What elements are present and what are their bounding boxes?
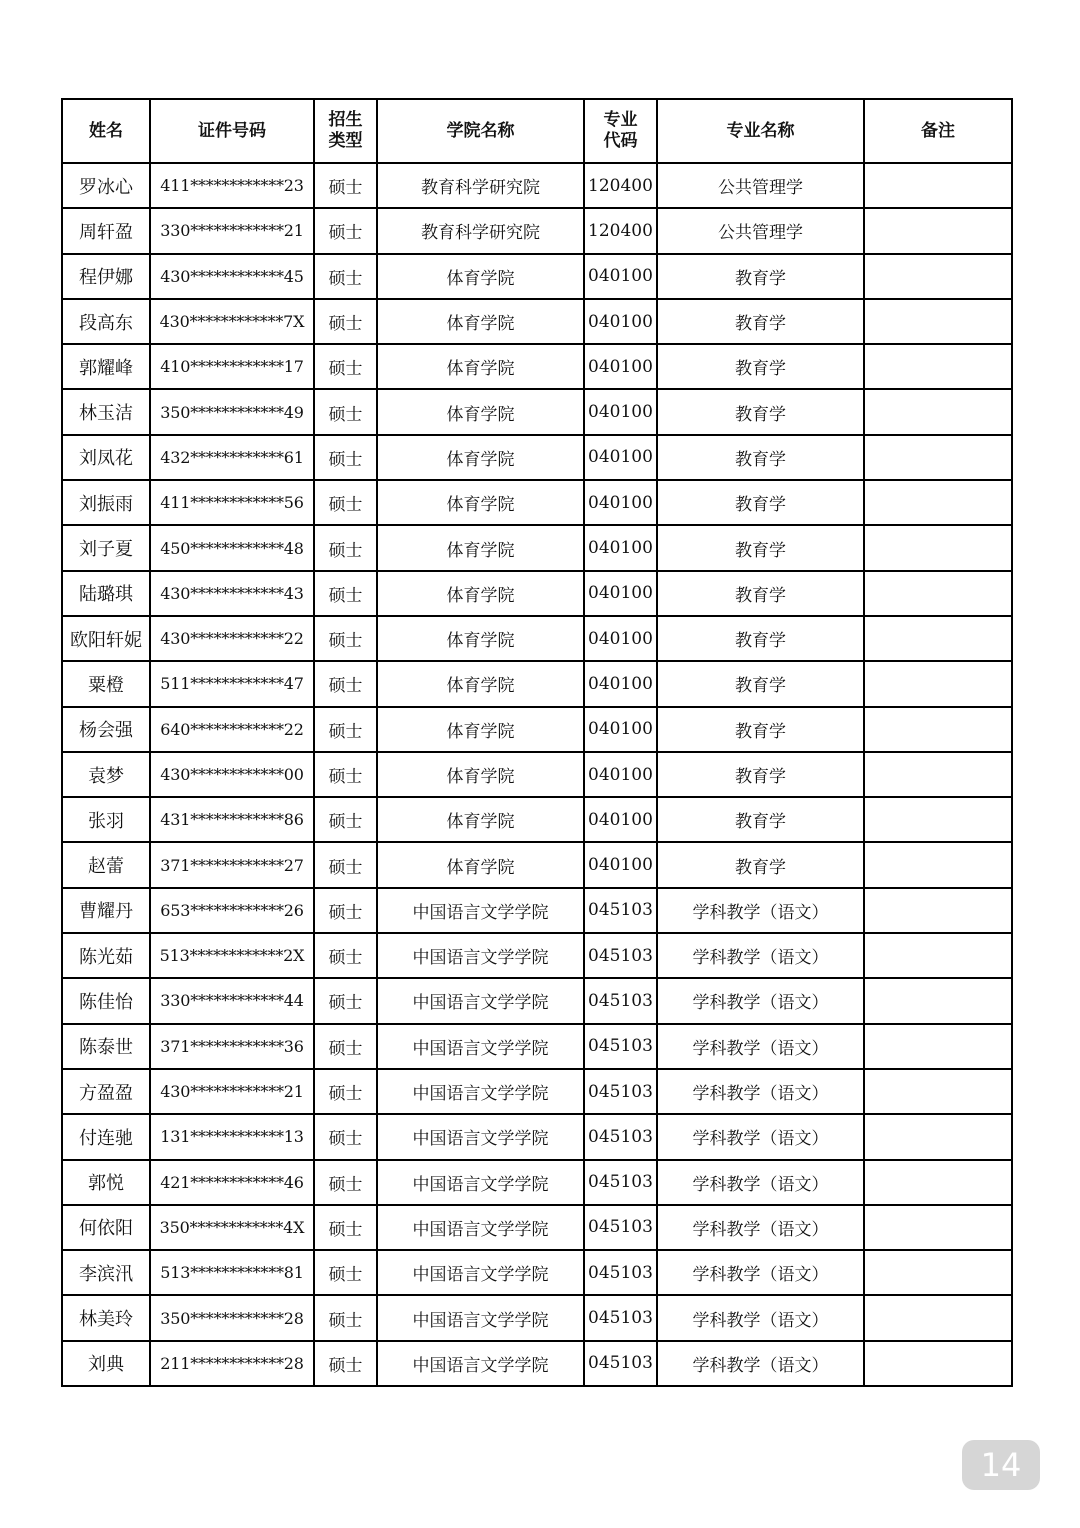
cell-name: 张羽 <box>62 797 150 842</box>
cell-id-number: 513************81 <box>150 1250 314 1295</box>
cell-major-code: 045103 <box>584 978 657 1023</box>
cell-enroll-type: 硕士 <box>314 661 377 706</box>
cell-remarks <box>864 299 1012 344</box>
table-row <box>62 616 1012 661</box>
cell-college: 中国语言文学学院 <box>377 1114 584 1159</box>
cell-major-code: 040100 <box>584 797 657 842</box>
cell-remarks <box>864 707 1012 752</box>
cell-remarks <box>864 1024 1012 1069</box>
cell-major-name: 学科教学（语文） <box>657 1205 864 1250</box>
cell-college: 体育学院 <box>377 707 584 752</box>
cell-college: 体育学院 <box>377 571 584 616</box>
cell-major-name: 学科教学（语文） <box>657 1069 864 1114</box>
table-row <box>62 571 1012 616</box>
table-row <box>62 344 1012 389</box>
cell-enroll-type: 硕士 <box>314 254 377 299</box>
cell-enroll-type: 硕士 <box>314 1160 377 1205</box>
table-row <box>62 933 1012 978</box>
cell-college: 中国语言文学学院 <box>377 1069 584 1114</box>
cell-remarks <box>864 616 1012 661</box>
cell-name: 陈佳怡 <box>62 978 150 1023</box>
table-row <box>62 525 1012 570</box>
table-row <box>62 978 1012 1023</box>
cell-remarks <box>864 480 1012 525</box>
table-row <box>62 208 1012 253</box>
cell-college: 中国语言文学学院 <box>377 1295 584 1340</box>
cell-major-name: 公共管理学 <box>657 163 864 208</box>
cell-remarks <box>864 933 1012 978</box>
cell-college: 教育科学研究院 <box>377 163 584 208</box>
table-row <box>62 707 1012 752</box>
cell-major-code: 040100 <box>584 525 657 570</box>
cell-id-number: 350************28 <box>150 1295 314 1340</box>
cell-college: 中国语言文学学院 <box>377 1024 584 1069</box>
cell-enroll-type: 硕士 <box>314 1250 377 1295</box>
cell-remarks <box>864 208 1012 253</box>
cell-college: 中国语言文学学院 <box>377 1160 584 1205</box>
header-enroll-type-line1: 招生 <box>328 110 363 130</box>
cell-major-code: 040100 <box>584 344 657 389</box>
cell-major-code: 040100 <box>584 435 657 480</box>
cell-major-code: 040100 <box>584 661 657 706</box>
cell-major-code: 045103 <box>584 1250 657 1295</box>
cell-name: 刘典 <box>62 1341 150 1386</box>
cell-major-name: 教育学 <box>657 707 864 752</box>
header-remarks: 备注 <box>864 99 1012 163</box>
header-major-code-line1: 专业 <box>603 110 638 130</box>
cell-id-number: 430************22 <box>150 616 314 661</box>
cell-major-code: 040100 <box>584 752 657 797</box>
cell-enroll-type: 硕士 <box>314 1205 377 1250</box>
cell-enroll-type: 硕士 <box>314 1114 377 1159</box>
cell-remarks <box>864 797 1012 842</box>
cell-remarks <box>864 1114 1012 1159</box>
cell-major-code: 045103 <box>584 888 657 933</box>
cell-id-number: 653************26 <box>150 888 314 933</box>
cell-enroll-type: 硕士 <box>314 344 377 389</box>
cell-enroll-type: 硕士 <box>314 1341 377 1386</box>
cell-major-name: 教育学 <box>657 435 864 480</box>
cell-remarks <box>864 344 1012 389</box>
cell-name: 付连驰 <box>62 1114 150 1159</box>
cell-remarks <box>864 571 1012 616</box>
cell-remarks <box>864 842 1012 887</box>
cell-major-name: 教育学 <box>657 616 864 661</box>
cell-major-code: 045103 <box>584 1069 657 1114</box>
cell-major-name: 教育学 <box>657 571 864 616</box>
cell-college: 体育学院 <box>377 752 584 797</box>
cell-name: 郭耀峰 <box>62 344 150 389</box>
cell-id-number: 350************49 <box>150 389 314 434</box>
cell-id-number: 411************23 <box>150 163 314 208</box>
cell-college: 体育学院 <box>377 299 584 344</box>
table-row <box>62 1069 1012 1114</box>
cell-enroll-type: 硕士 <box>314 797 377 842</box>
cell-major-code: 040100 <box>584 842 657 887</box>
cell-id-number: 421************46 <box>150 1160 314 1205</box>
table-row <box>62 797 1012 842</box>
cell-major-name: 学科教学（语文） <box>657 978 864 1023</box>
cell-enroll-type: 硕士 <box>314 163 377 208</box>
cell-id-number: 513************2X <box>150 933 314 978</box>
header-enroll-type <box>314 99 377 163</box>
cell-major-code: 040100 <box>584 571 657 616</box>
cell-enroll-type: 硕士 <box>314 933 377 978</box>
page-number-badge: 14 <box>962 1440 1040 1490</box>
cell-major-name: 学科教学（语文） <box>657 1024 864 1069</box>
table-row <box>62 480 1012 525</box>
cell-id-number: 430************7X <box>150 299 314 344</box>
table-row <box>62 1160 1012 1205</box>
cell-remarks <box>864 661 1012 706</box>
cell-enroll-type: 硕士 <box>314 299 377 344</box>
table-row <box>62 1114 1012 1159</box>
cell-enroll-type: 硕士 <box>314 480 377 525</box>
admission-list-sheet <box>61 98 1011 1387</box>
cell-id-number: 371************36 <box>150 1024 314 1069</box>
cell-remarks <box>864 525 1012 570</box>
cell-remarks <box>864 888 1012 933</box>
cell-id-number: 430************00 <box>150 752 314 797</box>
cell-college: 体育学院 <box>377 616 584 661</box>
cell-major-code: 040100 <box>584 254 657 299</box>
cell-name: 刘凤花 <box>62 435 150 480</box>
cell-college: 中国语言文学学院 <box>377 1205 584 1250</box>
table-row <box>62 752 1012 797</box>
table-row <box>62 888 1012 933</box>
cell-college: 教育科学研究院 <box>377 208 584 253</box>
cell-name: 段高东 <box>62 299 150 344</box>
cell-major-code: 045103 <box>584 1114 657 1159</box>
cell-college: 中国语言文学学院 <box>377 1341 584 1386</box>
cell-college: 中国语言文学学院 <box>377 888 584 933</box>
cell-major-name: 教育学 <box>657 661 864 706</box>
table-row <box>62 1250 1012 1295</box>
cell-enroll-type: 硕士 <box>314 707 377 752</box>
table-row <box>62 1295 1012 1340</box>
table-row <box>62 661 1012 706</box>
cell-id-number: 211************28 <box>150 1341 314 1386</box>
cell-id-number: 430************21 <box>150 1069 314 1114</box>
cell-remarks <box>864 163 1012 208</box>
header-major-name: 专业名称 <box>657 99 864 163</box>
cell-enroll-type: 硕士 <box>314 1295 377 1340</box>
table-body <box>62 163 1012 1386</box>
cell-major-code: 045103 <box>584 1024 657 1069</box>
table-row <box>62 1024 1012 1069</box>
cell-major-code: 045103 <box>584 933 657 978</box>
cell-name: 林美玲 <box>62 1295 150 1340</box>
cell-college: 体育学院 <box>377 842 584 887</box>
cell-college: 体育学院 <box>377 480 584 525</box>
cell-college: 中国语言文学学院 <box>377 978 584 1023</box>
cell-name: 陈泰世 <box>62 1024 150 1069</box>
cell-major-code: 040100 <box>584 707 657 752</box>
cell-remarks <box>864 1160 1012 1205</box>
cell-enroll-type: 硕士 <box>314 208 377 253</box>
header-major-code-line2: 代码 <box>603 131 638 151</box>
cell-college: 体育学院 <box>377 435 584 480</box>
cell-id-number: 450************48 <box>150 525 314 570</box>
cell-remarks <box>864 254 1012 299</box>
cell-remarks <box>864 1205 1012 1250</box>
cell-name: 方盈盈 <box>62 1069 150 1114</box>
cell-major-code: 040100 <box>584 389 657 434</box>
cell-major-name: 学科教学（语文） <box>657 1250 864 1295</box>
cell-name: 赵蕾 <box>62 842 150 887</box>
cell-major-code: 045103 <box>584 1341 657 1386</box>
cell-name: 陆璐琪 <box>62 571 150 616</box>
header-enroll-type-line2: 类型 <box>328 131 363 151</box>
table-header-row <box>62 99 1012 163</box>
cell-remarks <box>864 752 1012 797</box>
cell-name: 陈光茹 <box>62 933 150 978</box>
cell-major-name: 学科教学（语文） <box>657 1160 864 1205</box>
cell-name: 杨会强 <box>62 707 150 752</box>
header-id-number: 证件号码 <box>150 99 314 163</box>
cell-remarks <box>864 1341 1012 1386</box>
cell-name: 罗冰心 <box>62 163 150 208</box>
cell-major-name: 教育学 <box>657 842 864 887</box>
header-name: 姓名 <box>62 99 150 163</box>
cell-college: 体育学院 <box>377 344 584 389</box>
cell-enroll-type: 硕士 <box>314 978 377 1023</box>
cell-enroll-type: 硕士 <box>314 525 377 570</box>
cell-major-name: 学科教学（语文） <box>657 1295 864 1340</box>
cell-name: 李滨汛 <box>62 1250 150 1295</box>
cell-remarks <box>864 1295 1012 1340</box>
cell-enroll-type: 硕士 <box>314 1069 377 1114</box>
table-row <box>62 389 1012 434</box>
cell-id-number: 411************56 <box>150 480 314 525</box>
cell-major-name: 教育学 <box>657 797 864 842</box>
table-row <box>62 1205 1012 1250</box>
cell-remarks <box>864 1069 1012 1114</box>
cell-major-code: 045103 <box>584 1160 657 1205</box>
table-row <box>62 1341 1012 1386</box>
cell-major-name: 教育学 <box>657 254 864 299</box>
cell-major-name: 教育学 <box>657 752 864 797</box>
cell-enroll-type: 硕士 <box>314 435 377 480</box>
cell-id-number: 131************13 <box>150 1114 314 1159</box>
cell-id-number: 410************17 <box>150 344 314 389</box>
cell-name: 程伊娜 <box>62 254 150 299</box>
cell-name: 袁梦 <box>62 752 150 797</box>
cell-name: 何依阳 <box>62 1205 150 1250</box>
cell-name: 粟橙 <box>62 661 150 706</box>
cell-name: 林玉洁 <box>62 389 150 434</box>
cell-college: 体育学院 <box>377 661 584 706</box>
cell-major-name: 学科教学（语文） <box>657 888 864 933</box>
cell-name: 周轩盈 <box>62 208 150 253</box>
cell-enroll-type: 硕士 <box>314 616 377 661</box>
cell-college: 体育学院 <box>377 389 584 434</box>
cell-name: 欧阳轩妮 <box>62 616 150 661</box>
cell-id-number: 330************21 <box>150 208 314 253</box>
cell-major-code: 040100 <box>584 616 657 661</box>
cell-major-name: 教育学 <box>657 299 864 344</box>
cell-major-code: 045103 <box>584 1205 657 1250</box>
cell-major-code: 120400 <box>584 208 657 253</box>
cell-name: 刘子夏 <box>62 525 150 570</box>
cell-id-number: 371************27 <box>150 842 314 887</box>
cell-major-name: 教育学 <box>657 344 864 389</box>
header-major-code <box>584 99 657 163</box>
cell-remarks <box>864 978 1012 1023</box>
cell-name: 刘振雨 <box>62 480 150 525</box>
table-row <box>62 163 1012 208</box>
cell-enroll-type: 硕士 <box>314 1024 377 1069</box>
cell-id-number: 640************22 <box>150 707 314 752</box>
cell-college: 中国语言文学学院 <box>377 1250 584 1295</box>
cell-enroll-type: 硕士 <box>314 842 377 887</box>
cell-remarks <box>864 1250 1012 1295</box>
cell-id-number: 430************45 <box>150 254 314 299</box>
cell-college: 体育学院 <box>377 254 584 299</box>
cell-major-name: 教育学 <box>657 480 864 525</box>
cell-id-number: 430************43 <box>150 571 314 616</box>
cell-id-number: 432************61 <box>150 435 314 480</box>
table-row <box>62 842 1012 887</box>
cell-enroll-type: 硕士 <box>314 389 377 434</box>
admission-table <box>61 98 1013 1387</box>
cell-college: 体育学院 <box>377 525 584 570</box>
cell-major-name: 学科教学（语文） <box>657 1114 864 1159</box>
table-row <box>62 435 1012 480</box>
cell-major-code: 040100 <box>584 299 657 344</box>
cell-enroll-type: 硕士 <box>314 888 377 933</box>
cell-college: 中国语言文学学院 <box>377 933 584 978</box>
cell-name: 郭悦 <box>62 1160 150 1205</box>
cell-major-name: 教育学 <box>657 389 864 434</box>
header-college: 学院名称 <box>377 99 584 163</box>
cell-major-code: 045103 <box>584 1295 657 1340</box>
table-row <box>62 254 1012 299</box>
cell-remarks <box>864 435 1012 480</box>
cell-major-name: 公共管理学 <box>657 208 864 253</box>
cell-enroll-type: 硕士 <box>314 571 377 616</box>
cell-remarks <box>864 389 1012 434</box>
cell-id-number: 431************86 <box>150 797 314 842</box>
cell-major-name: 教育学 <box>657 525 864 570</box>
cell-id-number: 350************4X <box>150 1205 314 1250</box>
cell-major-code: 040100 <box>584 480 657 525</box>
cell-college: 体育学院 <box>377 797 584 842</box>
cell-major-name: 学科教学（语文） <box>657 933 864 978</box>
cell-id-number: 330************44 <box>150 978 314 1023</box>
cell-major-code: 120400 <box>584 163 657 208</box>
cell-name: 曹耀丹 <box>62 888 150 933</box>
table-row <box>62 299 1012 344</box>
cell-enroll-type: 硕士 <box>314 752 377 797</box>
cell-id-number: 511************47 <box>150 661 314 706</box>
cell-major-name: 学科教学（语文） <box>657 1341 864 1386</box>
